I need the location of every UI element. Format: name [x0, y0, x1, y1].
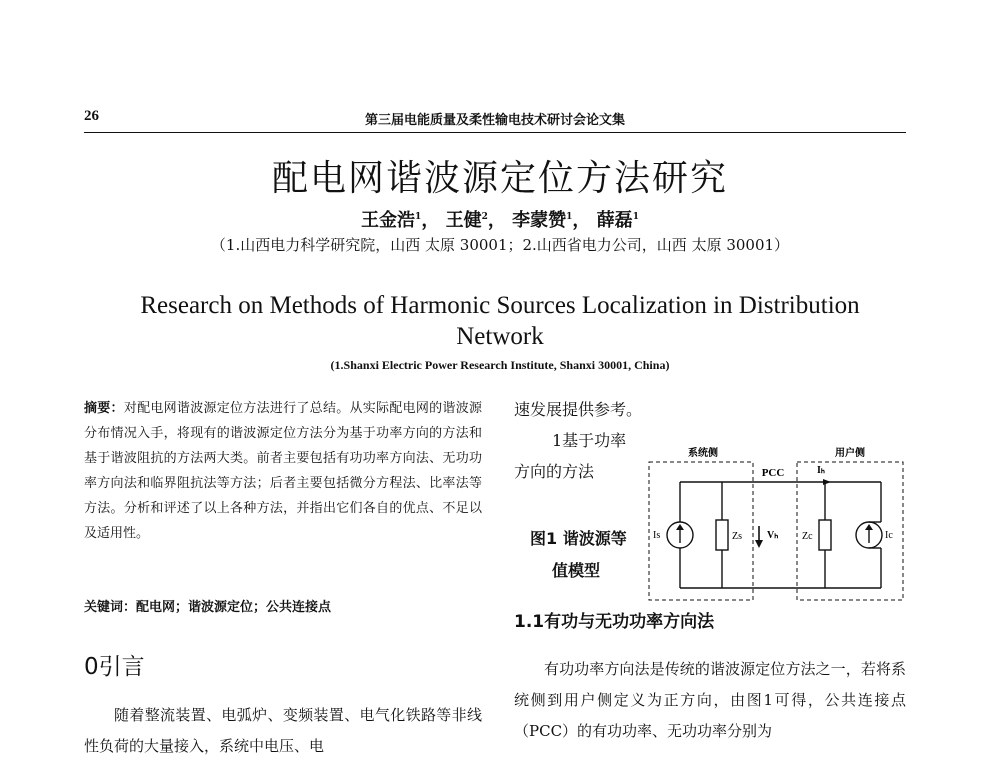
zc-impedance — [819, 520, 831, 550]
vh-arrow-head — [755, 540, 763, 548]
ic-label: Ic — [885, 530, 893, 541]
figure-caption-line2: 值模型 — [552, 561, 601, 580]
abstract-label: 摘要： — [84, 401, 124, 416]
harmonic-source-circuit-figure — [645, 440, 907, 605]
author-affil-mark: 1 — [566, 212, 573, 222]
figure-caption-line1: 图1 谐波源等 — [530, 529, 627, 548]
pcc-label: PCC — [761, 467, 785, 479]
continued-text: 速发展提供参考。 — [514, 400, 643, 419]
abstract-text: 对配电网谐波源定位方法进行了总结。从实际配电网的谐波源分布情况入手，将现有的谐波源定位方法分为基于功率方向的方法和基于谐波阻抗的方法两大类。前者主要包括有功功率方向法、无功功率方向法和临界阻抗法等方法；后者主要包括微分方程法、比率法等方法。分析和评述了以上各种方法，并指出它们各自的优点、不足以及适用性。 — [84, 401, 482, 541]
author-name: 薛磊 — [596, 210, 633, 231]
page-number: 26 — [84, 108, 99, 124]
intro-paragraph: 随着整流装置、电弧炉、变频装置、电气化铁路等非线性负荷的大量接入，系统中电压、电 — [84, 706, 482, 755]
section-heading-1b: 方向的方法 — [514, 462, 595, 481]
running-header — [84, 106, 906, 133]
section-1-1-paragraph: 有功功率方向法是传统的谐波源定位方法之一，若将系统侧到用户侧定义为正方向，由图1可得，公共连接点（PCC）的有功功率、无功功率分别为 — [514, 660, 906, 740]
section-heading-1a: 1基于功率 — [552, 431, 627, 450]
zs-impedance — [716, 520, 728, 550]
section-heading-1-1: 1.1有功与无功功率方向法 — [514, 612, 715, 632]
abstract — [84, 396, 482, 546]
journal-title: 第三届电能质量及柔性输电技术研讨会论文集 — [364, 113, 625, 128]
affiliation-en: (1.Shanxi Electric Power Research Institute, Shanxi 30001, China) — [330, 358, 670, 372]
author-name: 王健 — [445, 210, 482, 231]
ih-label: Iₕ — [817, 465, 825, 476]
author-name: 王金浩 — [361, 210, 416, 231]
author-list: 王金浩$^1$， 王健$^2$， 李蒙赞$^1$， 薛磊$^1$ — [361, 210, 639, 231]
is-label: Is — [653, 530, 661, 541]
paper-title-zh: 配电网谐波源定位方法研究 — [271, 158, 728, 199]
author-affil-mark: 1 — [632, 212, 639, 222]
keywords-label: 关键词： — [84, 600, 137, 615]
keywords — [84, 596, 484, 615]
vh-label: Vₕ — [767, 530, 779, 541]
system-side-label: 系统侧 — [688, 448, 718, 459]
paper-title-en: Research on Methods of Harmonic Sources Localization in Distribution Network — [140, 292, 860, 350]
user-side-label: 用户侧 — [835, 448, 865, 459]
keywords-text: 配电网；谐波源定位；公共连接点 — [136, 600, 332, 615]
zc-label: Zc — [802, 531, 813, 542]
author-affil-mark: 2 — [481, 212, 488, 222]
affiliation-zh: （1.山西电力科学研究院，山西 太原 30001；2.山西省电力公司，山西 太原 30001） — [210, 236, 790, 254]
zs-label: Zs — [732, 531, 742, 542]
author-name: 李蒙赞 — [512, 210, 567, 231]
ih-arrow — [823, 479, 831, 485]
section-heading-intro: 0引言 — [84, 654, 145, 680]
author-affil-mark: 1 — [415, 212, 422, 222]
